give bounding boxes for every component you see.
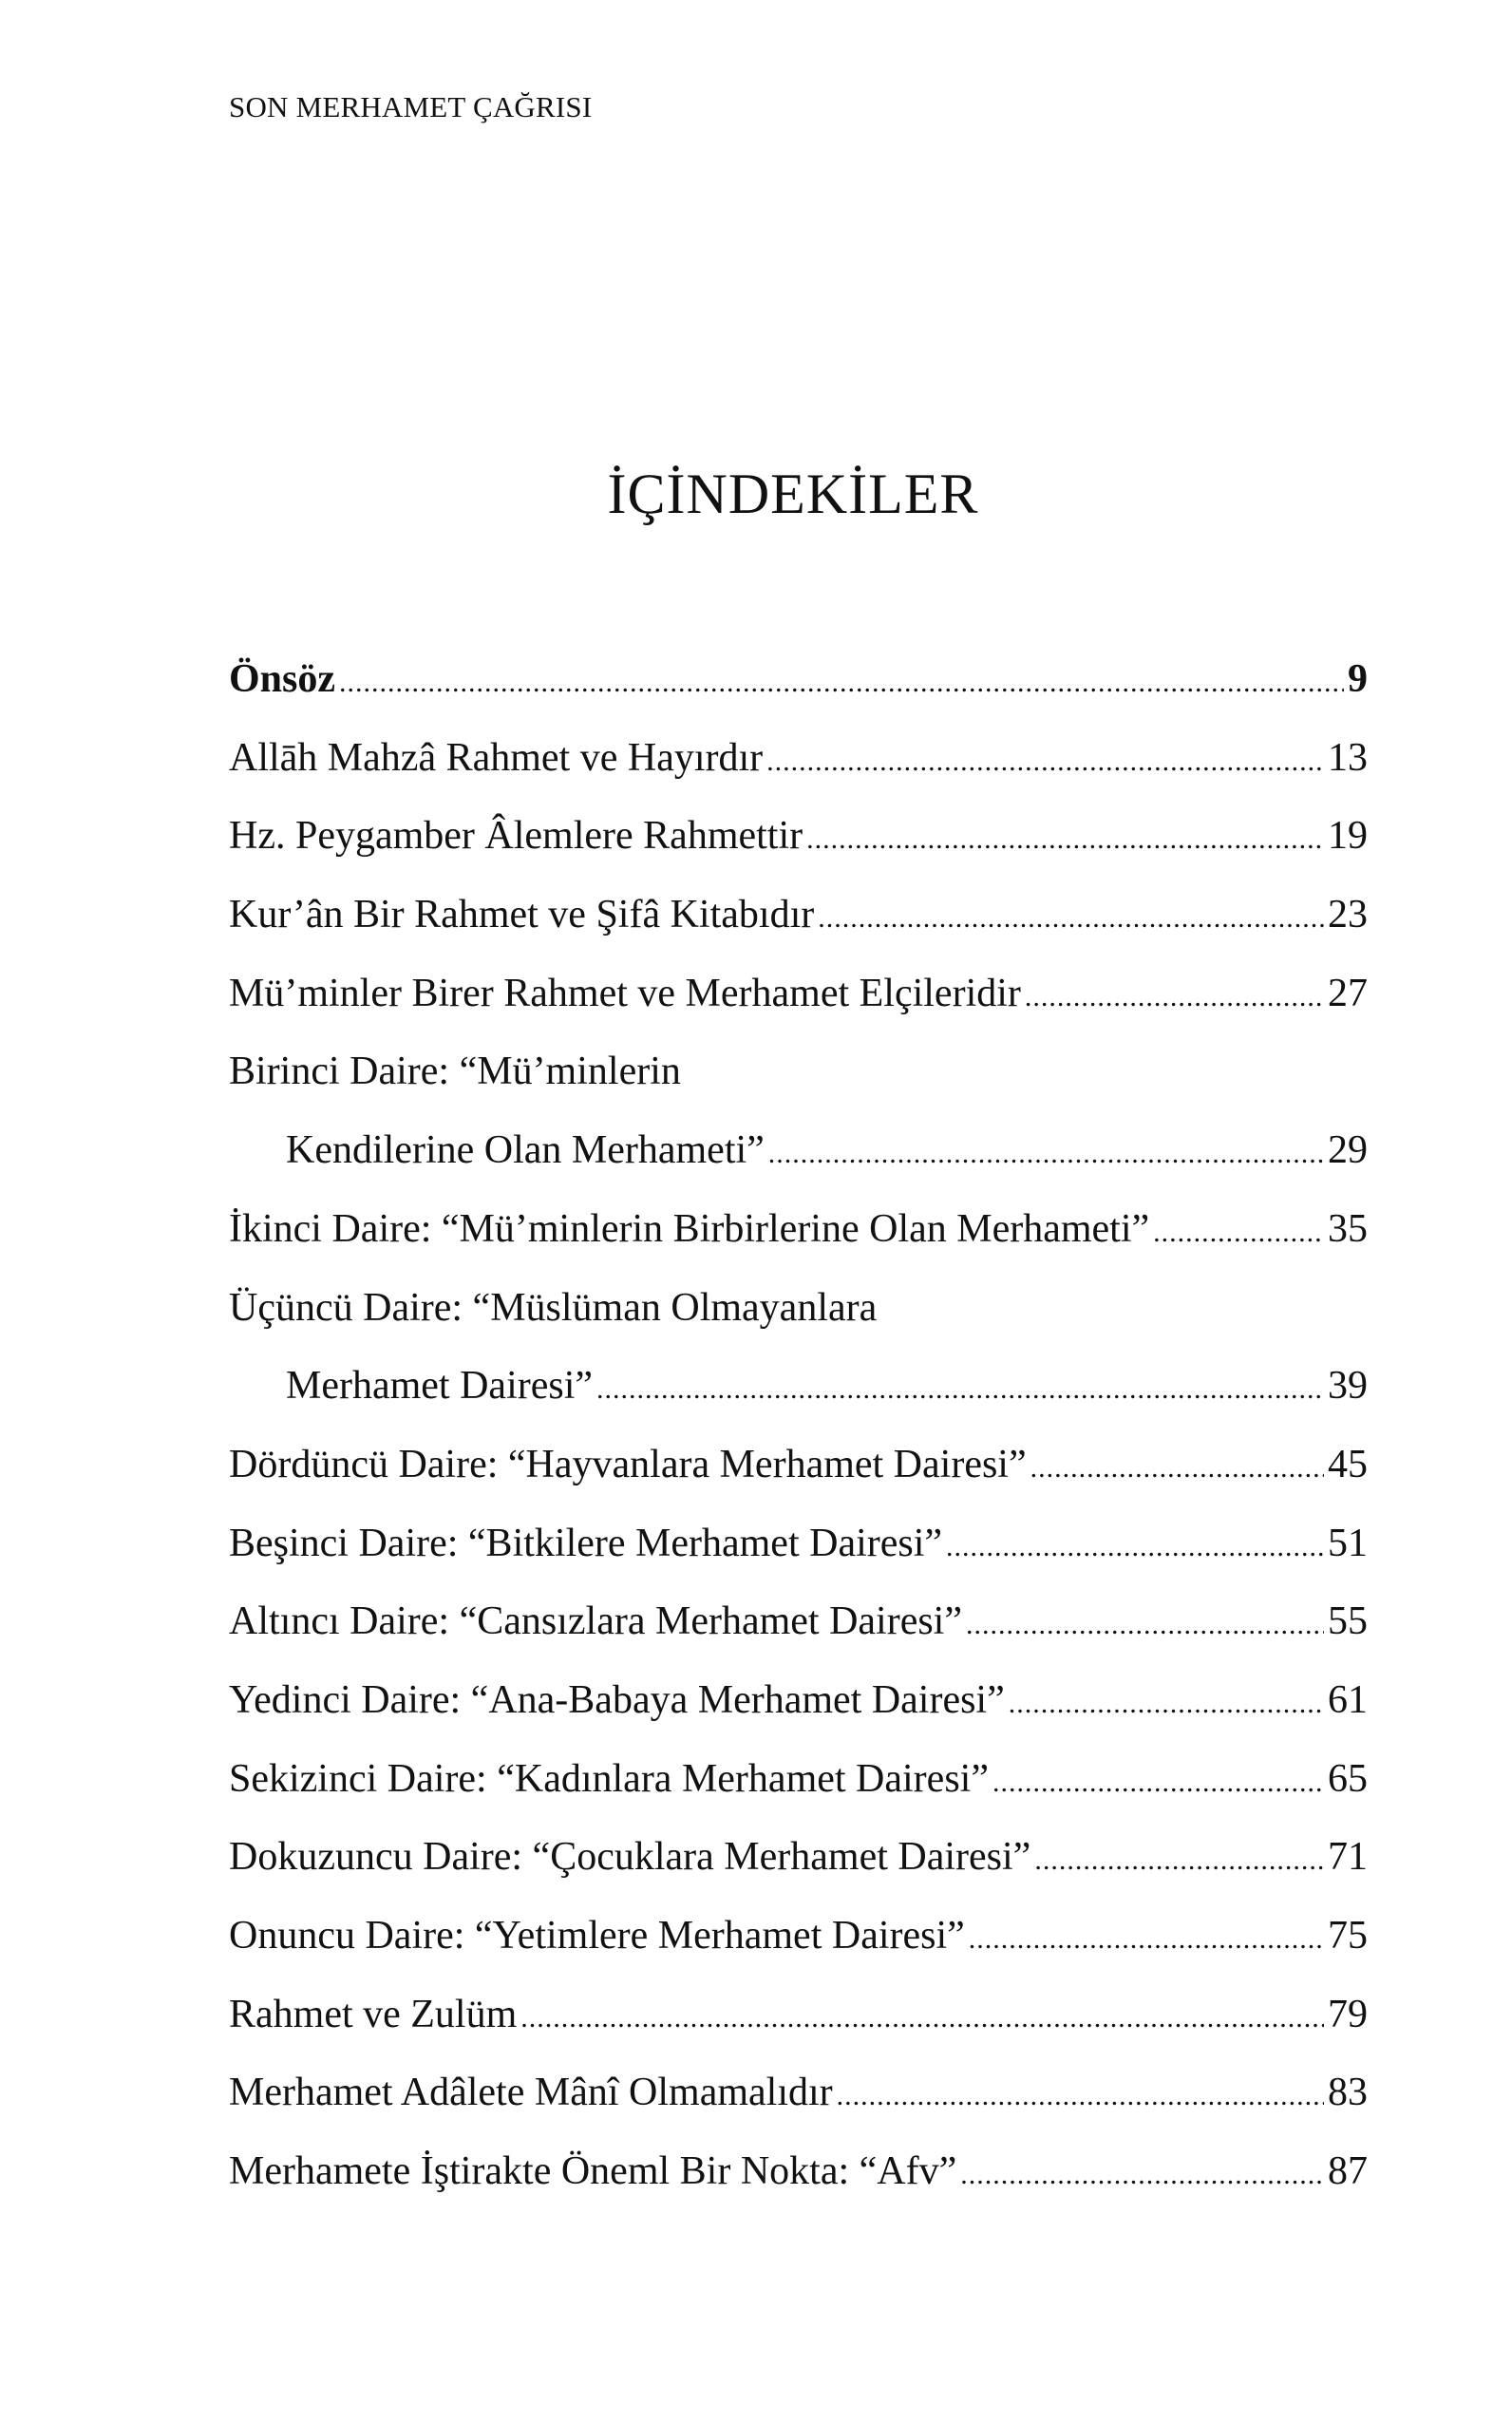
toc-entry[interactable] [229,1910,1368,1989]
toc-entry[interactable] [229,732,1368,811]
dot-leader [1034,1831,1324,1886]
toc-entry-title: Altıncı Daire: “Cansızlara Merhamet Dairesi” [229,1599,962,1644]
toc-entry-title: Birinci Daire: “Mü’minlerin [229,1050,681,1094]
toc-entry[interactable] [229,968,1368,1047]
toc-entry[interactable] [229,1831,1368,1910]
toc-entry[interactable] [229,1753,1368,1832]
dot-leader [818,889,1324,944]
dot-leader [837,2067,1324,2122]
toc-entry-page-number: 39 [1328,1364,1368,1409]
toc-entry-title: Allāh Mahzâ Rahmet ve Hayırdır [229,735,764,780]
toc-entry-page-number: 79 [1328,1992,1368,2036]
toc-entry-page-number: 55 [1328,1599,1368,1644]
dot-leader [520,1989,1324,2044]
dot-leader [339,653,1344,709]
toc-entry[interactable] [229,1046,1368,1125]
toc-entry-title: Sekizinci Daire: “Kadınlara Merhamet Dairesi” [229,1756,989,1801]
toc-entry-page-number: 9 [1348,657,1368,701]
toc-entry-title: Hz. Peygamber Âlemlere Rahmettir [229,814,803,859]
toc-entry-page-number: 65 [1328,1756,1368,1801]
table-of-contents [229,653,1368,2224]
toc-entry-page-number: 83 [1328,2071,1368,2115]
toc-entry[interactable] [229,1203,1368,1282]
toc-entry-title: Dokuzuncu Daire: “Çocuklara Merhamet Dairesi” [229,1835,1031,1880]
toc-entry-title: Yedinci Daire: “Ana-Babaya Merhamet Dairesi” [229,1677,1005,1722]
dot-leader [946,1518,1324,1573]
toc-entry-title: İkinci Daire: “Mü’minlerin Birbirlerine Olan Merhameti” [229,1206,1150,1251]
dot-leader [969,1910,1324,1965]
toc-entry-title: Onuncu Daire: “Yetimlere Merhamet Dairesi” [229,1914,965,1958]
running-header: SON MERHAMET ÇAĞRISI [229,90,593,123]
toc-entry-page-number: 29 [1328,1128,1368,1173]
toc-entry[interactable] [229,1989,1368,2068]
dot-leader [966,1596,1324,1651]
toc-entry-title: Rahmet ve Zulüm [229,1992,518,2036]
toc-entry[interactable] [229,2146,1368,2224]
dot-leader [1025,968,1324,1023]
dot-leader [1153,1203,1324,1258]
toc-entry[interactable] [229,810,1368,889]
toc-entry[interactable] [229,1282,1368,1361]
toc-entry-page-number: 19 [1328,814,1368,859]
page-title: İÇİNDEKİLER [607,463,979,525]
toc-entry[interactable] [229,1360,1368,1439]
dot-leader [768,1125,1324,1180]
toc-entry-page-number: 23 [1328,893,1368,937]
toc-entry-page-number: 61 [1328,1677,1368,1722]
toc-entry-title: Kur’ân Bir Rahmet ve Şifâ Kitabıdır [229,893,815,937]
toc-entry[interactable] [229,1439,1368,1518]
dot-leader [596,1360,1324,1415]
toc-entry-page-number: 75 [1328,1914,1368,1958]
toc-entry[interactable] [229,653,1368,732]
dot-leader [960,2146,1324,2201]
toc-entry[interactable] [229,1675,1368,1753]
dot-leader [766,732,1324,787]
toc-entry-title: Mü’minler Birer Rahmet ve Merhamet Elçileridir [229,971,1021,1015]
toc-entry[interactable] [229,1596,1368,1675]
toc-entry-title: Dördüncü Daire: “Hayvanlara Merhamet Dairesi” [229,1442,1027,1486]
toc-entry[interactable] [229,889,1368,968]
toc-entry-page-number: 87 [1328,2149,1368,2194]
toc-entry[interactable] [229,1518,1368,1597]
toc-entry-title: Beşinci Daire: “Bitkilere Merhamet Dairesi” [229,1521,943,1565]
toc-entry-page-number: 27 [1328,971,1368,1015]
toc-entry-title: Merhamete İştirakte Öneml Bir Nokta: “Afv” [229,2149,957,2194]
dot-leader [992,1753,1324,1808]
toc-entry-page-number: 71 [1328,1835,1368,1880]
toc-entry-title: Üçüncü Daire: “Müslüman Olmayanlara [229,1285,878,1330]
toc-entry[interactable] [229,2067,1368,2146]
dot-leader [806,810,1324,865]
toc-entry-page-number: 45 [1328,1442,1368,1486]
dot-leader [1030,1439,1324,1494]
toc-entry-title: Merhamet Adâlete Mânî Olmamalıdır [229,2071,833,2115]
toc-entry-page-number: 51 [1328,1521,1368,1565]
dot-leader [1009,1675,1324,1730]
toc-entry-page-number: 35 [1328,1206,1368,1251]
toc-entry[interactable] [229,1125,1368,1203]
toc-entry-title: Merhamet Dairesi” [286,1364,594,1409]
toc-entry-page-number: 13 [1328,735,1368,780]
toc-entry-title: Kendilerine Olan Merhameti” [286,1128,765,1173]
toc-entry-title: Önsöz [229,657,336,701]
